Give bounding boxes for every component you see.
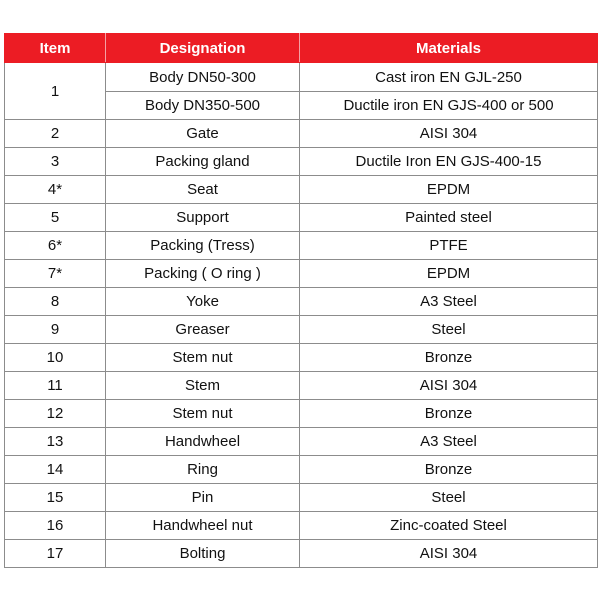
material-cell: AISI 304	[300, 372, 598, 400]
designation-cell: Seat	[106, 176, 300, 204]
table-row	[5, 512, 598, 540]
materials-table-container	[4, 33, 598, 568]
material-cell: Cast iron EN GJL-250	[300, 63, 598, 92]
table-row	[5, 120, 598, 148]
item-cell: 17	[5, 540, 106, 568]
item-cell: 16	[5, 512, 106, 540]
table-row	[5, 232, 598, 260]
header-row	[5, 34, 598, 63]
designation-cell: Ring	[106, 456, 300, 484]
item-cell: 4*	[5, 176, 106, 204]
item-cell: 5	[5, 204, 106, 232]
designation-cell: Handwheel nut	[106, 512, 300, 540]
designation-cell: Bolting	[106, 540, 300, 568]
table-body	[5, 63, 598, 568]
material-cell: Bronze	[300, 344, 598, 372]
table-row	[5, 260, 598, 288]
table-row	[5, 288, 598, 316]
material-cell: Steel	[300, 484, 598, 512]
table-row	[5, 428, 598, 456]
material-cell: EPDM	[300, 176, 598, 204]
designation-cell: Stem nut	[106, 344, 300, 372]
material-cell: Bronze	[300, 400, 598, 428]
item-cell: 1	[5, 63, 106, 120]
designation-cell: Body DN350-500	[106, 92, 300, 120]
item-cell: 7*	[5, 260, 106, 288]
designation-cell: Pin	[106, 484, 300, 512]
materials-table	[4, 33, 598, 568]
material-cell: AISI 304	[300, 540, 598, 568]
item-cell: 13	[5, 428, 106, 456]
designation-cell: Handwheel	[106, 428, 300, 456]
item-cell: 2	[5, 120, 106, 148]
designation-cell: Packing gland	[106, 148, 300, 176]
table-header	[5, 34, 598, 63]
designation-cell: Packing (Tress)	[106, 232, 300, 260]
item-cell: 12	[5, 400, 106, 428]
table-row	[5, 456, 598, 484]
designation-cell: Stem nut	[106, 400, 300, 428]
table-row	[5, 484, 598, 512]
material-cell: A3 Steel	[300, 288, 598, 316]
table-row	[5, 540, 598, 568]
designation-cell: Body DN50-300	[106, 63, 300, 92]
table-row	[5, 372, 598, 400]
table-row	[5, 204, 598, 232]
table-row	[5, 316, 598, 344]
item-cell: 9	[5, 316, 106, 344]
material-cell: A3 Steel	[300, 428, 598, 456]
designation-cell: Yoke	[106, 288, 300, 316]
table-row	[5, 176, 598, 204]
material-cell: Steel	[300, 316, 598, 344]
material-cell: EPDM	[300, 260, 598, 288]
designation-cell: Stem	[106, 372, 300, 400]
item-cell: 8	[5, 288, 106, 316]
item-cell: 11	[5, 372, 106, 400]
table-row	[5, 400, 598, 428]
item-cell: 6*	[5, 232, 106, 260]
item-cell: 14	[5, 456, 106, 484]
table-row	[5, 148, 598, 176]
item-cell: 3	[5, 148, 106, 176]
designation-cell: Greaser	[106, 316, 300, 344]
designation-cell: Support	[106, 204, 300, 232]
material-cell: PTFE	[300, 232, 598, 260]
table-row	[5, 63, 598, 92]
header-designation: Designation	[106, 34, 300, 63]
header-materials: Materials	[300, 34, 598, 63]
table-row	[5, 344, 598, 372]
item-cell: 15	[5, 484, 106, 512]
material-cell: Painted steel	[300, 204, 598, 232]
material-cell: AISI 304	[300, 120, 598, 148]
material-cell: Zinc-coated Steel	[300, 512, 598, 540]
item-cell: 10	[5, 344, 106, 372]
designation-cell: Gate	[106, 120, 300, 148]
material-cell: Ductile iron EN GJS-400 or 500	[300, 92, 598, 120]
header-item: Item	[5, 34, 106, 63]
material-cell: Bronze	[300, 456, 598, 484]
designation-cell: Packing ( O ring )	[106, 260, 300, 288]
material-cell: Ductile Iron EN GJS-400-15	[300, 148, 598, 176]
